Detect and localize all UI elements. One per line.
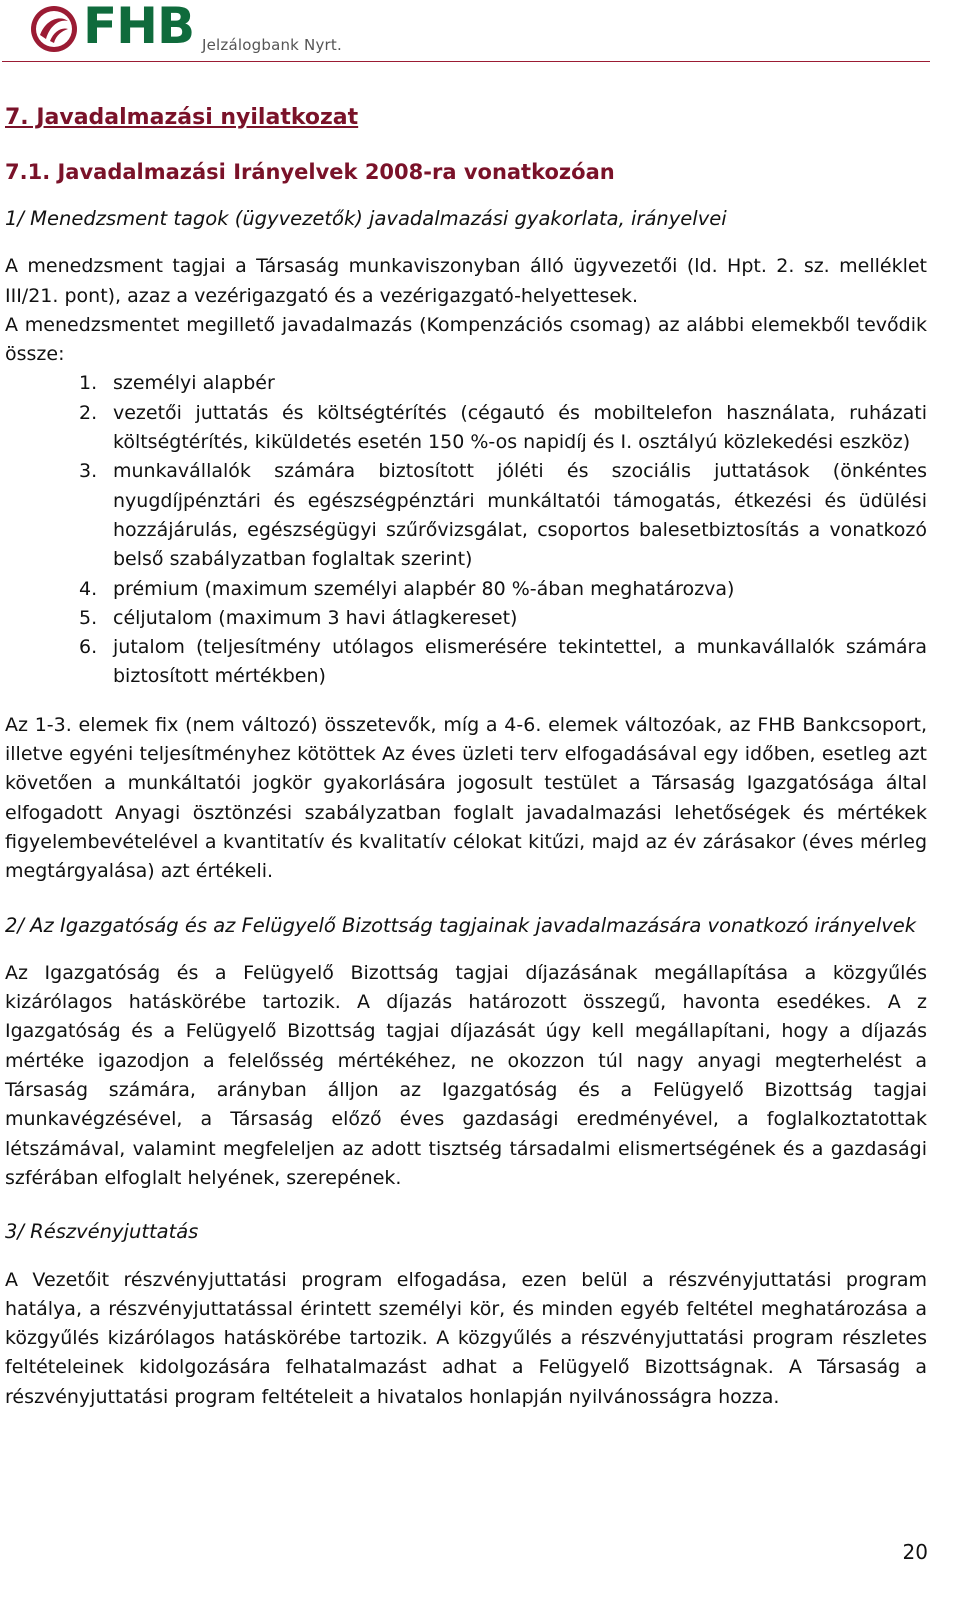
part1-intro-paragraph: A menedzsment tagjai a Társaság munkaviszonyban álló ügyvezetői (ld. Hpt. 2. sz. melléklet III/21. pont), azaz a vezérigazgató és a vezérigazgató-helyettesek.	[5, 255, 927, 307]
section-title: 7. Javadalmazási nyilatkozat	[5, 105, 359, 130]
list-item-text: jutalom (teljesítmény utólagos elismerésére tekintettel, a munkavállalók számára biztosított mértékben)	[113, 636, 927, 688]
part3-body-paragraph: A Vezetőit részvényjuttatási program elfogadása, ezen belül a részvényjuttatási program hatálya, a részvényjuttatással érintett személyi kör, és minden egyéb feltétel meghatározása a közgyűlés kizárólagos hatáskörébe tartozik. A közgyűlés a részvényjuttatási program részletes feltételeinek kidolgozására felhatalmazást adhat a Felügyelő Bizottságnak. A Társaság a részvényjuttatási program feltételeit a hivatalos honlapján nyilvánosságra hozza.	[5, 1268, 927, 1408]
list-item-text: munkavállalók számára biztosított jóléti és szociális juttatások (önkéntes nyugdíjpénztári és egészségpénztári munkáltatói támogatás, étkezési és üdülési hozzájárulás, egészségügyi szűrővizsgálat, csoportos balesetbiztosítás a vonatkozó belső szabályzatban foglaltak szerint)	[113, 460, 927, 571]
list-item	[79, 457, 927, 574]
fhb-logo-icon	[30, 5, 78, 53]
part2-heading: 2/ Az Igazgatóság és az Felügyelő Bizottság tagjainak javadalmazására vonatkozó irányelvek	[5, 913, 917, 937]
list-item	[79, 369, 927, 398]
list-item-number: 3.	[79, 460, 98, 483]
header-divider	[2, 61, 930, 62]
list-item-number: 4.	[79, 577, 98, 600]
part1-intro-paragraph-2: A menedzsmentet megillető javadalmazás (Kompenzációs csomag) az alábbi elemekből tevődik össze:	[5, 313, 927, 366]
brand-wordmark: FHB	[83, 0, 195, 55]
brand-subtitle: Jelzálogbank Nyrt.	[202, 36, 342, 54]
compensation-elements-list	[5, 369, 927, 691]
part1-closing-paragraph: Az 1-3. elemek fix (nem változó) összetevők, míg a 4-6. elemek változóak, az FHB Bankcsoport, illetve egyéni teljesítményhez kötöttek Az éves üzleti terv elfogadásával egy időben, esetleg azt követően a munkáltatói jogkör gyakorlására jogosult testület a Társaság Igazgatósága által elfogadott Anyagi ösztönzési szabályzatban foglalt javadalmazási lehetőségek és mértékek figyelembevételével a kvantitatív és kvalitatív célokat kitűzi, majd az év zárásakor (éves mérleg megtárgyalása) azt értékeli.	[5, 713, 927, 883]
list-item-number: 6.	[79, 636, 98, 659]
part1-heading: 1/ Menedzsment tagok (ügyvezetők) javadalmazási gyakorlata, irányelvei	[5, 207, 727, 230]
list-item-number: 1.	[79, 372, 98, 395]
list-item	[79, 575, 927, 604]
list-item-text: prémium (maximum személyi alapbér 80 %-ában meghatározva)	[113, 577, 735, 600]
page-number: 20	[902, 1540, 928, 1564]
subsection-title: 7.1. Javadalmazási Irányelvek 2008-ra vonatkozóan	[5, 160, 615, 184]
part3-heading: 3/ Részvényjuttatás	[5, 1220, 199, 1244]
list-item	[79, 399, 927, 458]
part2-body-paragraph: Az Igazgatóság és a Felügyelő Bizottság tagjai díjazásának megállapítása a közgyűlés kizárólagos hatáskörébe tartozik. A díjazás határozott összegű, havonta esedékes. A z Igazgatóság és a Felügyelő Bizottság tagjai díjazását úgy kell megállapítani, hogy a díjazás mértéke igazodjon a felelősség mértékéhez, ne okozzon túl nagy anyagi megterhelést a Társaság számára, arányban álljon az Igazgatóság és a Felügyelő Bizottság tagjai munkavégzésével, a Társaság előző éves gazdasági eredményével, a foglalkoztatottak létszámával, valamint megfeleljen az adott tisztség társadalmi elismertségének és a gazdasági szférában elfoglalt helyének, szerepének.	[5, 961, 927, 1189]
list-item-number: 2.	[79, 401, 98, 424]
list-item-text: céljutalom (maximum 3 havi átlagkereset)	[113, 606, 518, 629]
list-item-number: 5.	[79, 606, 98, 629]
list-item	[79, 604, 927, 633]
list-item	[79, 633, 927, 692]
page-header	[30, 2, 928, 62]
list-item-text: személyi alapbér	[113, 372, 275, 395]
list-item-text: vezetői juttatás és költségtérítés (cégautó és mobiltelefon használata, ruházati költségtérítés, kiküldetés esetén 150 %-os napidíj és I. osztályú közlekedési eszköz)	[113, 401, 927, 454]
document-body	[5, 100, 927, 1412]
